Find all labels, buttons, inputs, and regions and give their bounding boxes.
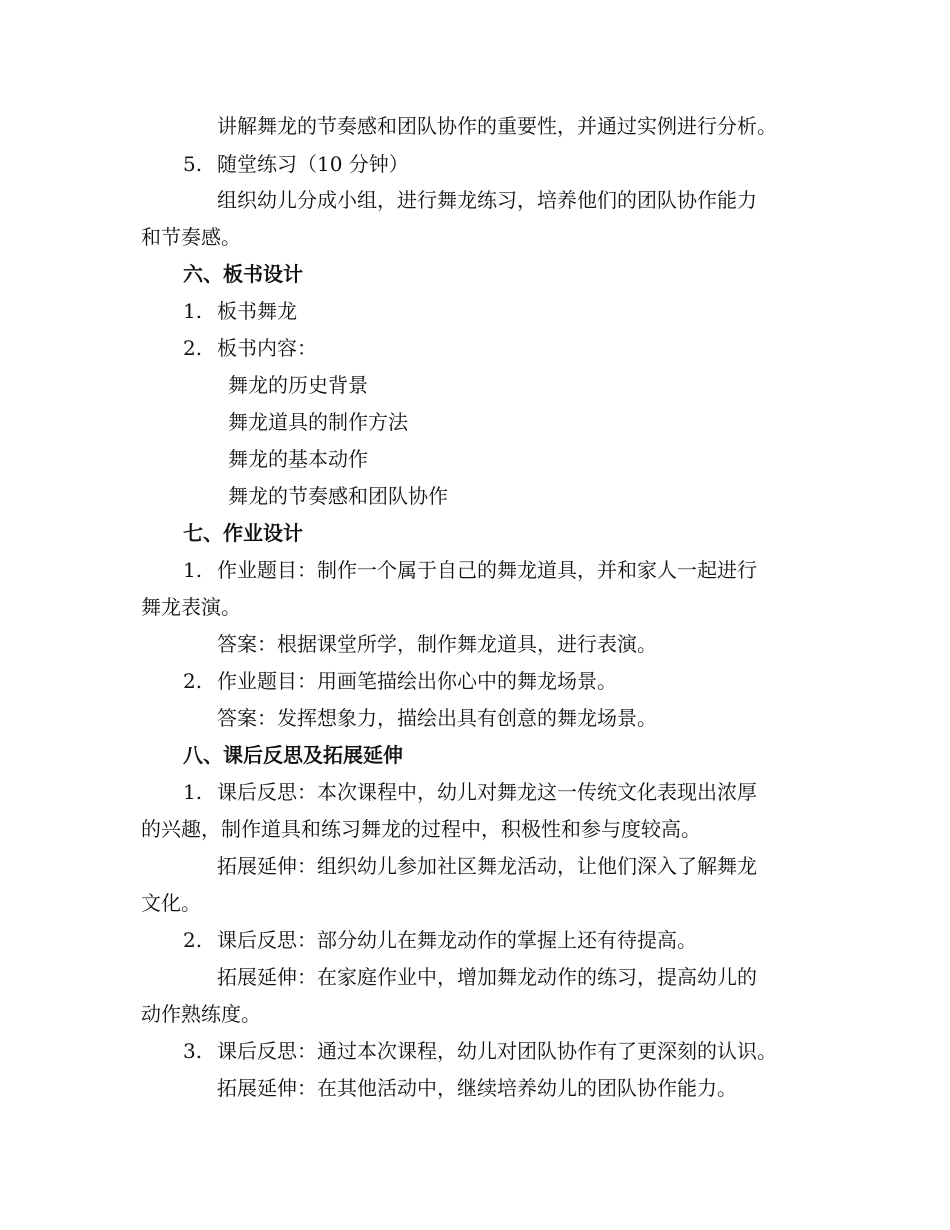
extension-text: 拓展延伸：组织幼儿参加社区舞龙活动，让他们深入了解舞龙 (217, 854, 757, 878)
board-line: 舞龙的节奏感和团队协作 (228, 484, 448, 508)
list-number: 1. (183, 558, 203, 582)
list-item (183, 150, 409, 178)
list-number: 5. (183, 152, 203, 176)
paragraph-continuation: 动作熟练度。 (141, 1002, 261, 1026)
board-line: 舞龙的基本动作 (228, 447, 368, 471)
list-item (183, 556, 757, 584)
list-item (183, 926, 697, 954)
paragraph-continuation: 文化。 (141, 891, 201, 915)
list-number: 1. (183, 780, 203, 804)
list-number: 2. (183, 928, 203, 952)
list-number: 3. (183, 1039, 203, 1063)
paragraph-continuation: 舞龙表演。 (141, 595, 241, 619)
section-heading: 八、课后反思及拓展延伸 (183, 743, 403, 767)
paragraph-continuation: 的兴趣，制作道具和练习舞龙的过程中，积极性和参与度较高。 (141, 817, 701, 841)
list-text: 作业题目：制作一个属于自己的舞龙道具，并和家人一起进行 (217, 558, 757, 582)
list-text: 随堂练习（10 分钟） (217, 152, 409, 176)
extension-text: 拓展延伸：在家庭作业中，增加舞龙动作的练习，提高幼儿的 (217, 965, 757, 989)
list-item (183, 1037, 777, 1065)
paragraph-continuation: 和节奏感。 (141, 225, 241, 249)
list-number: 2. (183, 669, 203, 693)
answer-text: 答案：发挥想象力，描绘出具有创意的舞龙场景。 (217, 706, 657, 730)
board-line: 舞龙的历史背景 (228, 373, 368, 397)
list-text: 课后反思：通过本次课程，幼儿对团队协作有了更深刻的认识。 (217, 1039, 777, 1063)
answer-text: 答案：根据课堂所学，制作舞龙道具，进行表演。 (217, 632, 657, 656)
list-item (183, 297, 297, 325)
board-line: 舞龙道具的制作方法 (228, 410, 408, 434)
list-item (183, 334, 317, 362)
list-text: 课后反思：部分幼儿在舞龙动作的掌握上还有待提高。 (217, 928, 697, 952)
paragraph: 组织幼儿分成小组，进行舞龙练习，培养他们的团队协作能力 (217, 188, 757, 212)
list-item (183, 667, 617, 695)
list-number: 1. (183, 299, 203, 323)
paragraph: 讲解舞龙的节奏感和团队协作的重要性，并通过实例进行分析。 (217, 114, 777, 138)
section-heading: 七、作业设计 (183, 521, 303, 545)
extension-text: 拓展延伸：在其他活动中，继续培养幼儿的团队协作能力。 (217, 1076, 737, 1100)
section-heading: 六、板书设计 (183, 262, 303, 286)
list-text: 作业题目：用画笔描绘出你心中的舞龙场景。 (217, 669, 617, 693)
list-item (183, 778, 757, 806)
list-text: 板书内容： (217, 336, 317, 360)
list-text: 课后反思：本次课程中，幼儿对舞龙这一传统文化表现出浓厚 (217, 780, 757, 804)
list-text: 板书舞龙 (217, 299, 297, 323)
list-number: 2. (183, 336, 203, 360)
